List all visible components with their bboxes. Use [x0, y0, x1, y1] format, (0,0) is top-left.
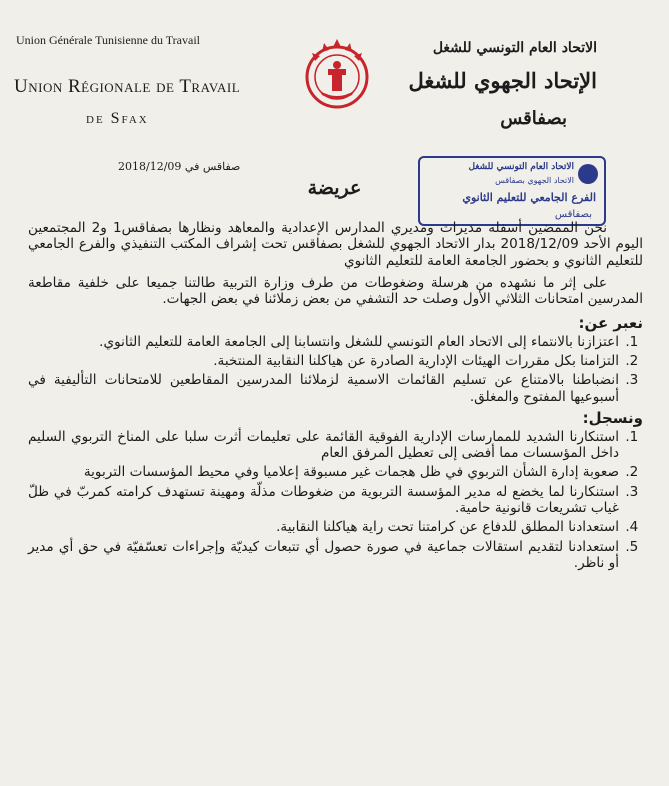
- section-heading-express: نعبر عن:: [578, 313, 643, 332]
- intro-paragraph: نحن الممضين أسفله مديرات ومديري المدارس الإعدادية والمعاهد ونظارها بصفاقس1 و2 المجتمعين اليوم الأحد 2018/12/09 بدار الاتحاد الجهوي للشغل بصفاقس تحت إشراف المكتب التنفيذي والفرع الجامعي للتعليم الثانوي و بحضور الجامعة العامة للتعليم الثانوي: [28, 220, 643, 269]
- list-item: 1. استنكارنا الشديد للممارسات الإدارية الفوقية القائمة على تعليمات أثرت سلبا على المناخ التربوي السليم داخل المؤسسات مما أفضى إلى تعطيل المرفق العام: [28, 429, 621, 462]
- arabic-union-name: الاتحاد العام التونسي للشغل: [432, 40, 597, 56]
- list-item: 2. صعوبة إدارة الشأن التربوي في ظل هجمات غير مسبوقة إعلاميا وفي محيط المؤسسات التربوية: [28, 464, 621, 480]
- record-list: [28, 429, 643, 572]
- list-item: 1. اعتزازنا بالانتماء إلى الاتحاد العام التونسي للشغل وانتسابنا إلى الجامعة العامة للتعليم الثانوي.: [28, 334, 621, 350]
- arabic-city: بصفاقس: [500, 108, 567, 129]
- document-date: صفاقس في 2018/12/09: [118, 160, 241, 173]
- stamp-line-3: الفرع الجامعي للتعليم الثانوي: [462, 191, 596, 204]
- list-item: 3. انضباطنا بالامتناع عن تسليم القائمات الاسمية لزملائنا المدرسين المقاطعين للامتحانات التأليفية في أسبوعيها المفتوح والمغلق.: [28, 372, 621, 405]
- list-item: 4. استعدادنا المطلق للدفاع عن كرامتنا تحت راية هياكلنا النقابية.: [28, 519, 621, 535]
- express-list: [28, 334, 643, 405]
- document-title: عريضة: [307, 177, 362, 199]
- list-item: 2. التزامنا بكل مقررات الهيئات الإدارية الصادرة عن هياكلنا النقابية المنتخبة.: [28, 353, 621, 369]
- context-paragraph: على إثر ما نشهده من هرسلة وضغوطات من طرف وزارة التربية طالتنا جميعا على خلفية مقاطعة المدرسين امتحانات الثلاثي الأول وصلت حد التشفي من بعض زملائنا في بعض الجهات.: [28, 274, 643, 308]
- section-heading-record: ونسجل:: [582, 408, 643, 427]
- stamp-line-1: الاتحاد العام التونسي للشغل: [468, 162, 574, 172]
- list-item: 5. استعدادنا لتقديم استقالات جماعية في صورة حصول أي تتبعات كيديّة وإجراءات تعسّفيّة في حق أي مدير أو ناظر.: [28, 539, 621, 572]
- list-item: 3. استنكارنا لما يخضع له مدير المؤسسة التربوية من ضغوطات مذلّة ومهينة تستهدف كرامته كمربّ في ظلّ غياب تشريعات قانونية حامية.: [28, 484, 621, 517]
- document-body: [28, 220, 643, 575]
- stamp-line-4: بصفاقس: [554, 209, 592, 220]
- ugtt-logo-icon: [298, 35, 376, 115]
- arabic-regional-union: الإتحاد الجهوي للشغل: [408, 68, 597, 93]
- stamp-line-2: الاتحاد الجهوي بصفاقس: [495, 176, 574, 185]
- french-regional-union: Union Régionale de Travail: [14, 76, 241, 97]
- french-union-name: Union Générale Tunisienne du Travail: [16, 33, 200, 47]
- french-city: de Sfax: [86, 110, 149, 127]
